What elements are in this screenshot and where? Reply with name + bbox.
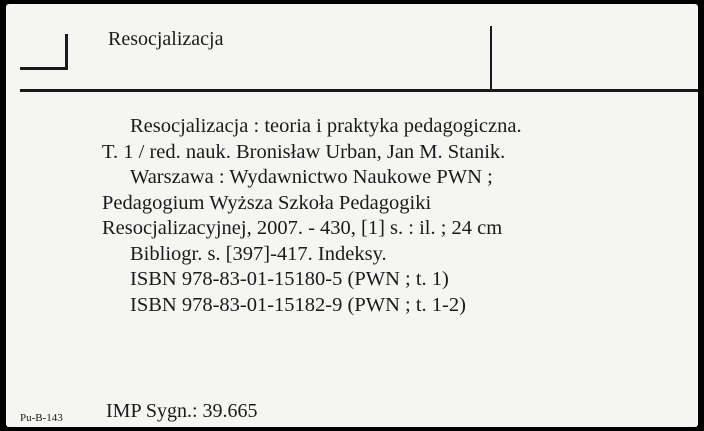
vertical-rule	[490, 26, 492, 90]
corner-mark	[20, 34, 68, 70]
horizontal-rule	[20, 89, 698, 92]
responsibility-line: T. 1 / red. nauk. Bronisław Urban, Jan M. Stanik.	[102, 140, 506, 163]
isbn-line: ISBN 978-83-01-15182-9 (PWN ; t. 1-2)	[130, 293, 466, 316]
title-line: Resocjalizacja : teoria i praktyka pedagogiczna.	[130, 115, 522, 137]
bibliographic-description	[102, 114, 682, 318]
publisher-line-2: Pedagogium Wyższa Szkoła Pedagogiki	[102, 191, 432, 214]
card-mark: Pu-B-143	[20, 412, 63, 424]
bibliography-note: Bibliogr. s. [397]-417. Indeksy.	[130, 242, 387, 265]
isbn-line: ISBN 978-83-01-15180-5 (PWN ; t. 1)	[130, 268, 449, 290]
card-heading: Resocjalizacja	[108, 28, 224, 50]
catalog-card	[6, 4, 698, 427]
call-number: IMP Sygn.: 39.665	[106, 400, 258, 422]
date-extent-line: Resocjalizacyjnej, 2007. - 430, [1] s. : il. ; 24 cm	[102, 217, 503, 239]
publisher-line: Warszawa : Wydawnictwo Naukowe PWN ;	[130, 166, 493, 188]
